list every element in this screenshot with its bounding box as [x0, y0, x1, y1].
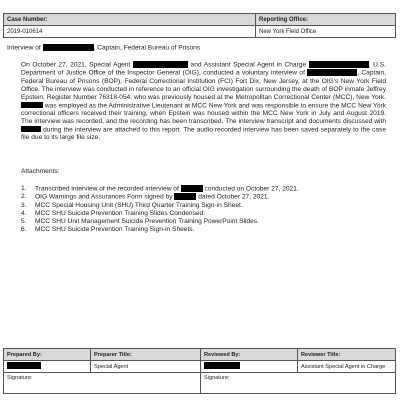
- redaction-box: [204, 362, 240, 369]
- redaction-box: [21, 102, 43, 109]
- attachment-number: 5.: [21, 217, 27, 225]
- attachment-number: 3.: [21, 201, 27, 209]
- paragraph-text: On October 27, 2021, Special Agent: [21, 61, 131, 69]
- subject-suffix: , Captain, Federal Bureau of Prisons: [93, 44, 201, 52]
- case-header-table: [3, 13, 396, 38]
- redaction-box: [307, 69, 357, 76]
- attachment-item: [21, 218, 386, 226]
- reporting-office-value: New York Field Office: [256, 26, 396, 38]
- redaction-box: [43, 44, 94, 51]
- preparer-title-label: Preparer Title:: [91, 349, 201, 361]
- attachment-text: conducted on October 27, 2021.: [204, 185, 299, 193]
- attachment-item: [21, 185, 386, 193]
- prepared-by-value: [4, 361, 91, 373]
- redaction-box: [133, 61, 188, 68]
- attachment-item: [21, 193, 386, 201]
- attachment-number: 2.: [21, 193, 27, 201]
- redaction-box: [309, 61, 369, 68]
- paragraph-text: , U.S. Department of Justice Office of the Inspector General (OIG), conducted a voluntary interview of: [21, 61, 386, 77]
- paragraph-text: during the interview are attached to this report. The audio recorded interview has been saved separately to the case file due to its large file size.: [21, 126, 386, 142]
- interview-subject-line: [7, 44, 200, 52]
- case-number-value: 2019-010614: [4, 26, 256, 38]
- attachment-text: Transcribed interview of the recorded interview of: [35, 185, 179, 193]
- attachment-number: 6.: [21, 225, 27, 233]
- preparer-title-value: Special Agent: [91, 361, 201, 373]
- attachment-text: MCC SHU Unit Management Suicide Prevention Training PowerPoint Slides.: [35, 217, 259, 225]
- redaction-box: [21, 126, 41, 133]
- redaction-box: [174, 193, 196, 200]
- attachment-number: 4.: [21, 209, 27, 217]
- attachment-text: MCC SHU Suicide Prevention Training Sign-in Sheets.: [35, 225, 195, 233]
- attachment-text: MCC SHU Suicide Prevention Training Slides Condensed.: [35, 209, 206, 217]
- case-number-label: Case Number:: [4, 14, 256, 26]
- paragraph-text: and Assistant Special Agent in Charge: [190, 61, 307, 69]
- subject-prefix: Interview of: [7, 44, 41, 52]
- attachment-item: [21, 210, 386, 218]
- redaction-box: [181, 185, 203, 192]
- reviewer-title-value: Assistant Special Agent in Charge: [298, 361, 396, 373]
- signature-table: [3, 348, 396, 394]
- attachment-text: OIG Warnings and Assurances Form signed by: [35, 193, 173, 201]
- paragraph-text: was employed as the Administrative Lieutenant at MCC New York and was responsible to ensure the MCC New York correctional officers received their training, when Epstein was housed within the MCC New York in July and August 2019. The interview was recorded, and the recording has been transcribed. The interview transcript and documents discussed with: [21, 102, 386, 125]
- redaction-box: [7, 362, 41, 369]
- reviewed-by-label: Reviewed By:: [201, 349, 298, 361]
- preparer-signature-field: Signature:: [4, 373, 201, 394]
- attachment-item: [21, 202, 386, 210]
- attachments-list: [21, 185, 386, 233]
- attachment-text: MCC Special Housing Unit (SHU) Third Quarter Training Sign-in Sheet.: [35, 201, 243, 209]
- attachments-heading: Attachments:: [21, 168, 60, 175]
- reporting-office-label: Reporting Office:: [256, 14, 396, 26]
- attachment-item: [21, 226, 386, 234]
- reviewer-signature-field: Signature:: [201, 373, 396, 394]
- attachment-text: dated October 27, 2021.: [198, 193, 270, 201]
- interview-summary-paragraph: [21, 61, 386, 142]
- reviewer-title-label: Reviewer Title:: [298, 349, 396, 361]
- reviewed-by-value: [201, 361, 298, 373]
- attachment-number: 1.: [21, 185, 27, 192]
- prepared-by-label: Prepared By:: [4, 349, 91, 361]
- paragraph-text: , Captain, Federal Bureau of Prisons (BOP), Federal Correctional Institution (FCI) Fort Dix, New Jersey, at the OIG's New York Field Office. The interview was conducted in reference to an official OIG investigation surrounding the death of BOP inmate Jeffrey Epstein, Register Number 76318-054, who was previously housed at the Metropolitan Correctional Center (MCC), New York.: [21, 69, 386, 101]
